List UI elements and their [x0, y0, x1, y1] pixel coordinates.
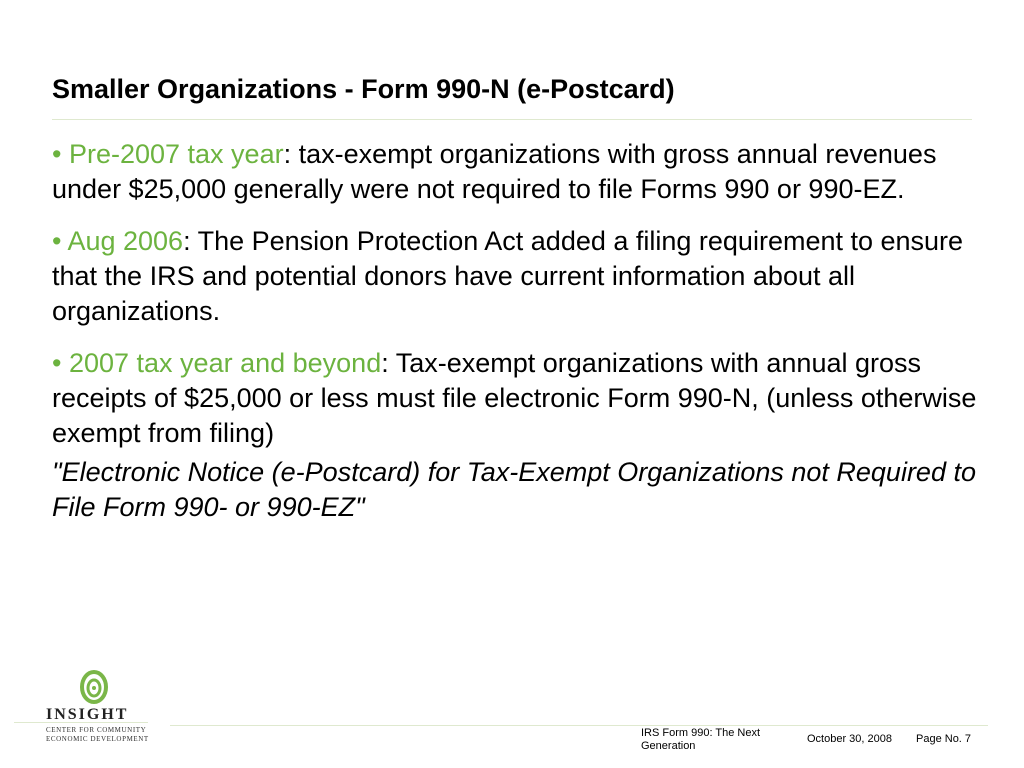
slide-title: Smaller Organizations - Form 990-N (e-Postcard) — [52, 74, 675, 104]
form-title-quote: "Electronic Notice (e-Postcard) for Tax-Exempt Organizations not Required to File Form 990- or 990-EZ" — [52, 457, 976, 522]
bullet-marker: • — [52, 226, 68, 256]
bullet-text: : Tax-exempt organizations with annual gross receipts of $25,000 or less must file electronic Form 990-N, (unless otherwise exempt from filing) — [52, 348, 977, 448]
logo-subtitle — [46, 726, 152, 744]
bullet-item-pre-2007 — [52, 137, 982, 207]
insight-swirl-icon — [46, 668, 152, 706]
bullet-text: : The Pension Protection Act added a filing requirement to ensure that the IRS and potential donors have current information about all organizations. — [52, 226, 964, 326]
bullet-marker: • — [52, 139, 69, 169]
logo-subtitle-line: ECONOMIC DEVELOPMENT — [46, 735, 149, 743]
footer-document-title: IRS Form 990: The Next Generation — [641, 727, 761, 752]
bullet-item-2007-and-beyond — [52, 346, 982, 451]
bullet-marker: • — [52, 348, 69, 378]
title-divider — [52, 119, 972, 120]
logo-wordmark: INSIGHT — [46, 706, 129, 723]
logo-subtitle-line: CENTER FOR COMMUNITY — [46, 726, 147, 734]
footer-page-number: Page No. 7 — [916, 733, 972, 745]
footer-divider — [170, 725, 988, 726]
bullet-lead: Pre-2007 tax year — [68, 139, 284, 169]
bullet-lead: 2007 tax year and beyond — [68, 348, 382, 378]
bullet-item-aug-2006 — [52, 224, 982, 329]
insight-logo — [46, 668, 152, 748]
footer-date: October 30, 2008 — [807, 733, 893, 745]
bullet-lead: Aug 2006 — [67, 226, 184, 256]
slide-body — [52, 137, 982, 525]
bullet-text: : tax-exempt organizations with gross annual revenues under $25,000 generally were not required to file Forms 990 or 990-EZ. — [52, 139, 937, 204]
